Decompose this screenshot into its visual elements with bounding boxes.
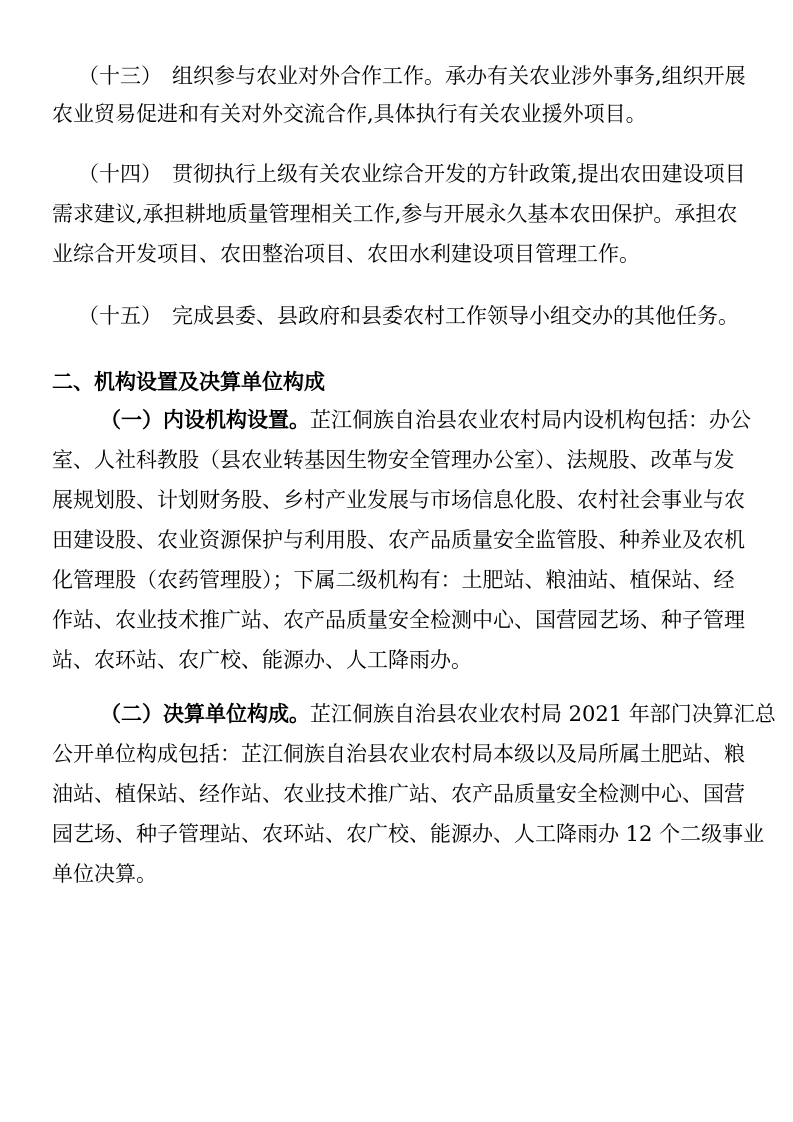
- sub-1-text-2: 室、人社科教股（县农业转基因生物安全管理办公室）、法规股、改革与发: [52, 448, 735, 472]
- sub-2-title: （二）决算单位构成。: [100, 702, 310, 726]
- sub-2-line-1: [100, 700, 776, 728]
- item-14-number: （十四）: [78, 162, 162, 186]
- section-2-heading: 二、机构设置及决算单位构成: [52, 370, 325, 394]
- item-15-number: （十五）: [78, 304, 162, 328]
- sub-1-text-7: 站、农环站、农广校、能源办、人工降雨办。: [52, 648, 472, 672]
- item-13-number: （十三）: [78, 64, 162, 88]
- item-14-text-2: 需求建议,承担耕地质量管理相关工作,参与开展永久基本农田保护。承担农: [52, 202, 738, 226]
- item-15-text-1: 完成县委、县政府和县委农村工作领导小组交办的其他任务。: [172, 304, 739, 328]
- sub-1-text-5: 化管理股（农药管理股）；下属二级机构有：土肥站、粮油站、植保站、经: [52, 568, 735, 592]
- sub-1-line-1: [100, 406, 751, 434]
- sub-1-title: （一）内设机构设置。: [100, 408, 310, 432]
- item-13-line-1: [78, 62, 746, 90]
- item-15-line-1: [78, 302, 739, 330]
- sub-2-text-3: 油站、植保站、经作站、农业技术推广站、农产品质量安全检测中心、国营: [52, 782, 745, 806]
- sub-1-text-4: 田建设股、农业资源保护与利用股、农产品质量安全监管股、种养业及农机: [52, 528, 745, 552]
- sub-1-text-6: 作站、农业技术推广站、农产品质量安全检测中心、国营园艺场、种子管理: [52, 608, 745, 632]
- item-13-text-1: 组织参与农业对外合作工作。承办有关农业涉外事务,组织开展: [172, 64, 746, 88]
- item-14-text-3: 业综合开发项目、农田整治项目、农田水利建设项目管理工作。: [52, 242, 640, 266]
- item-14-text-1: 贯彻执行上级有关农业综合开发的方针政策,提出农田建设项目: [172, 162, 746, 186]
- sub-1-text-3: 展规划股、计划财务股、乡村产业发展与市场信息化股、农村社会事业与农: [52, 488, 745, 512]
- item-13-text-2: 农业贸易促进和有关对外交流合作,具体执行有关农业援外项目。: [52, 102, 647, 126]
- sub-2-text-5: 单位决算。: [52, 862, 157, 886]
- sub-2-text-4: 园艺场、种子管理站、农环站、农广校、能源办、人工降雨办 12 个二级事业: [52, 822, 765, 846]
- sub-1-text-1: 芷江侗族自治县农业农村局内设机构包括：办公: [310, 408, 751, 432]
- sub-2-text-2: 公开单位构成包括：芷江侗族自治县农业农村局本级以及局所属土肥站、粮: [52, 742, 745, 766]
- sub-2-text-1: 芷江侗族自治县农业农村局 2021 年部门决算汇总: [310, 702, 776, 726]
- item-14-line-1: [78, 160, 746, 188]
